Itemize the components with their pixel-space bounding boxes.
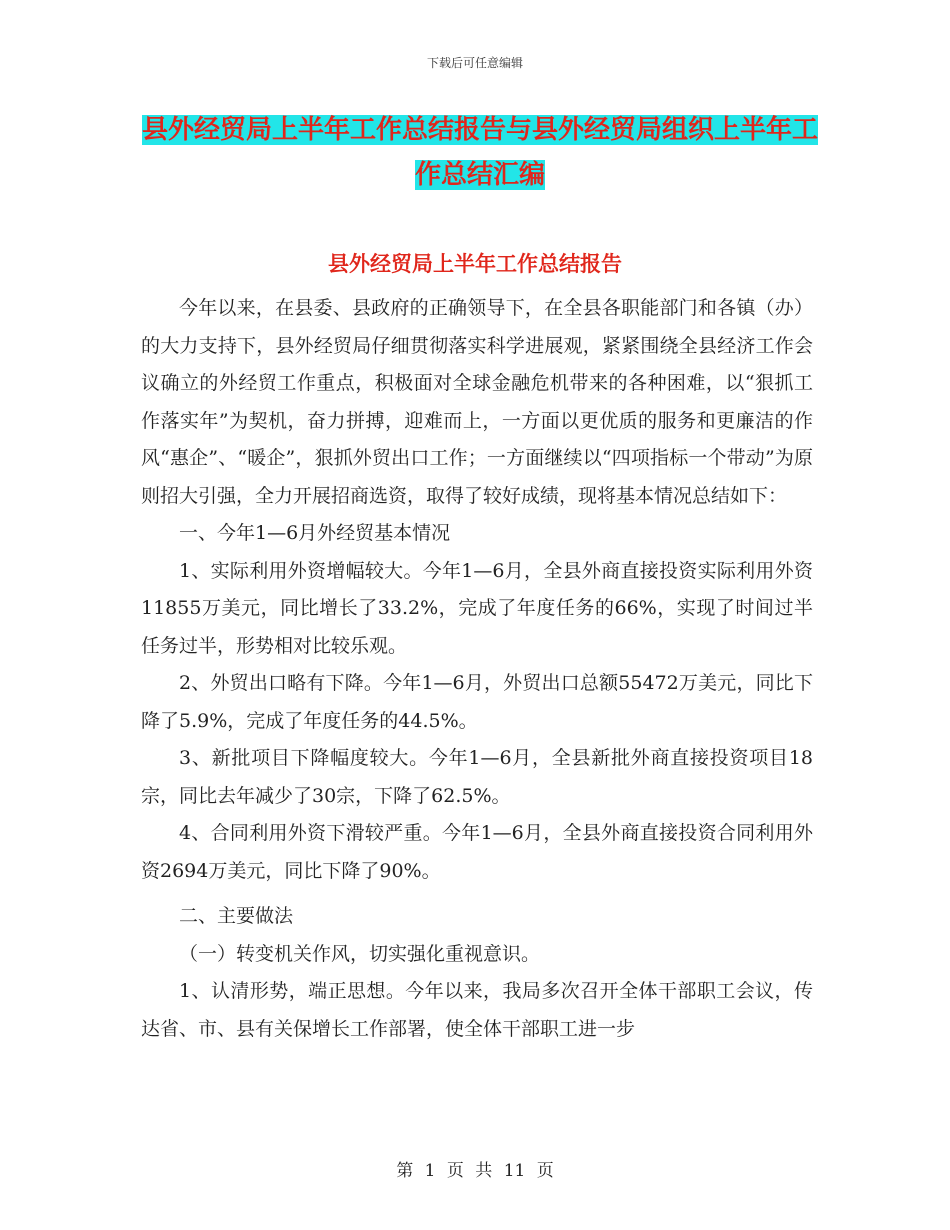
paragraph: 3、新批项目下降幅度较大。今年1—6月，全县新批外商直接投资项目18宗，同比去年减少了30宗，下降了62.5%。 xyxy=(141,747,813,807)
page-number: 第 1 页 共 11 页 xyxy=(396,1161,554,1181)
paragraph: 4、合同利用外资下滑较严重。今年1—6月，全县外商直接投资合同利用外资2694万美元，同比下降了90%。 xyxy=(141,822,813,882)
section-title: 县外经贸局上半年工作总结报告 xyxy=(328,252,622,276)
document-title xyxy=(140,108,820,198)
paragraph: 今年以来，在县委、县政府的正确领导下，在全县各职能部门和各镇（办）的大力支持下，县外经贸局仔细贯彻落实科学进展观，紧紧围绕全县经济工作会议确立的外经贸工作重点，积极面对全球金融危机带来的各种困难，以“狠抓工作落实年”为契机，奋力拼搏，迎难而上，一方面以更优质的服务和更廉洁的作风“惠企”、“暖企”，狠抓外贸出口工作；一方面继续以“四项指标一个带动”为原则招大引强，全力开展招商选资，取得了较好成绩，现将基本情况总结如下： xyxy=(141,297,813,507)
paragraph: 1、认清形势，端正思想。今年以来，我局多次召开全体干部职工会议，传达省、市、县有关保增长工作部署，使全体干部职工进一步 xyxy=(141,980,813,1040)
paragraph: 1、实际利用外资增幅较大。今年1—6月，全县外商直接投资实际利用外资11855万美元，同比增长了33.2%，完成了年度任务的66%，实现了时间过半任务过半，形势相对比较乐观。 xyxy=(141,559,813,657)
paragraph: （一）转变机关作风，切实强化重视意识。 xyxy=(179,942,541,965)
paragraph: 2、外贸出口略有下降。今年1—6月，外贸出口总额55472万美元，同比下降了5.9%，完成了年度任务的44.5%。 xyxy=(141,672,813,732)
paragraph: 一、今年1—6月外经贸基本情况 xyxy=(179,522,451,544)
paragraph: 二、主要做法 xyxy=(179,905,294,927)
document-body xyxy=(141,290,813,1048)
document-title-text: 县外经贸局上半年工作总结报告与县外经贸局组织上半年工作总结汇编 xyxy=(141,115,818,190)
header-note: 下载后可任意编辑 xyxy=(426,56,523,70)
